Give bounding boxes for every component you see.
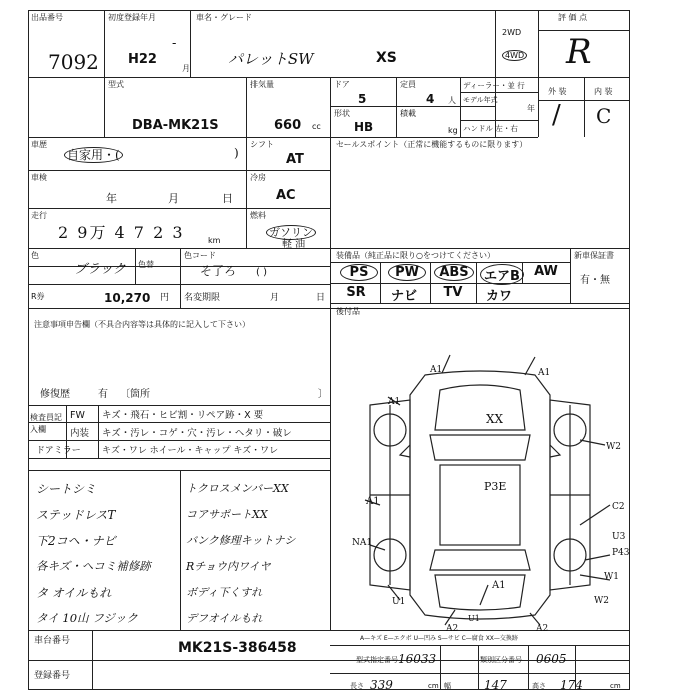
mark-u1-rear: U1: [468, 614, 480, 623]
overall-score: R: [566, 32, 592, 72]
color-code-value: そ了ろ: [200, 264, 237, 278]
mark-xx-hood: XX: [486, 412, 504, 426]
inspection-year-unit: 年: [106, 192, 117, 205]
chassis-number-label: 車台番号: [34, 636, 71, 646]
inspector-row-fw-body: キズ・飛石・ヒビ割・リペア跡・X 要: [102, 410, 264, 421]
equip-aw: AW: [534, 264, 558, 279]
equip-other: カワ: [485, 289, 512, 304]
interior-label: 内 装: [594, 87, 613, 96]
note-left-5: タ オイルもれ: [36, 586, 112, 600]
interior-score: C: [596, 104, 612, 128]
class-cert-value: 0605: [536, 652, 567, 666]
fuel-label: 燃料: [250, 211, 266, 220]
inspector-row-mirror-body: キズ・ワレ ホイール・キャップ キズ・ワレ: [102, 446, 279, 456]
equip-pw: PW: [388, 264, 426, 281]
equip-sr: SR: [346, 285, 366, 300]
inspector-row-mirror-head: ドアミラー: [36, 446, 81, 456]
registration-number-label: 登録番号: [34, 671, 71, 681]
equip-airbag: エアB: [480, 264, 524, 285]
lot-number: 7092: [48, 50, 99, 74]
dealer-label: ディーラー・並 行: [463, 81, 525, 90]
note-right-6: デフオイルもれ: [186, 612, 263, 625]
repair-part-label: 〔箇所: [120, 389, 150, 400]
note-right-3: バンク修理キットナシ: [186, 534, 296, 547]
mark-w1-right-rear: W1: [604, 572, 619, 582]
first-registration-value: H22: [128, 52, 157, 67]
shape-value: HB: [354, 120, 374, 134]
note-left-4: 各キズ・ヘコミ補修跡: [36, 559, 151, 573]
usage-close: ): [234, 146, 239, 160]
inspection-month-unit: 月: [168, 192, 179, 205]
drive-2wd: 2WD: [502, 28, 522, 37]
inspector-row-interior-body: キズ・汚レ・コゲ・穴・汚レ・ヘタリ・破レ: [102, 428, 292, 439]
mark-a1-left-door: A1: [366, 496, 380, 507]
ac-label: 冷房: [250, 173, 266, 182]
inspector-row-fw-head: FW: [70, 410, 85, 421]
note-right-1: トクロスメンバーXX: [186, 482, 289, 495]
mark-a1-front-left: A1: [430, 365, 443, 375]
type-value: DBA-MK21S: [132, 118, 219, 133]
mileage-unit: km: [208, 236, 221, 245]
equip-abs: ABS: [434, 264, 474, 281]
inspection-day-unit: 日: [222, 192, 233, 205]
inspector-row-interior-head: 内装: [70, 428, 90, 439]
ac-value: AC: [276, 188, 296, 203]
shift-value: AT: [286, 152, 304, 167]
note-left-6: タイ 10山 フジック: [36, 611, 138, 625]
displacement-label: 排気量: [250, 80, 274, 89]
model-cert-value: 16033: [398, 652, 437, 666]
mark-w2-right-rear: W2: [594, 596, 609, 606]
length-label: 長さ: [350, 682, 364, 690]
fuel-other-paren: ( ): [256, 267, 267, 278]
note-right-4: Rチョウ内ワイヤ: [186, 560, 271, 573]
note-left-2: ステッドレスT: [36, 508, 116, 522]
grade-value: XS: [376, 50, 397, 66]
length-unit: cm: [428, 682, 439, 690]
recycle-value: 10,270: [104, 291, 151, 305]
width-value: 147: [484, 678, 507, 692]
note-left-1: シートシミ: [36, 482, 97, 496]
damage-legend: A—キズ E—エクボ U—凹み S—サビ C—腐食 XX—交換跡: [360, 635, 518, 642]
model-year-unit: 年: [527, 104, 535, 113]
repair-history-label: 修復歴: [40, 389, 70, 400]
equipment-label: 装備品（純正品に限り○をつけてください）: [336, 251, 495, 260]
equip-ps: PS: [340, 264, 378, 281]
mark-c2-right: C2: [612, 502, 625, 512]
load-label: 積載: [400, 109, 416, 118]
height-value: 174: [560, 678, 583, 692]
notes-label: 注意事項申告欄（不具合内容等は具体的に記入して下さい）: [34, 320, 250, 329]
mark-u3-right: U3: [612, 532, 626, 542]
length-value: 339: [370, 678, 393, 692]
height-unit: cm: [610, 682, 621, 690]
class-cert-label: 類別区分番号: [480, 656, 522, 664]
mark-a2-rear-right: A2: [536, 624, 549, 634]
mark-u1-left-rear: U1: [392, 597, 406, 607]
load-unit: kg: [448, 126, 458, 135]
drive-4wd-circled: 4WD: [502, 50, 527, 61]
lot-number-label: 出品番号: [31, 13, 63, 22]
model-grade-label: 車名・グレード: [196, 13, 252, 22]
mark-p43-right: P43: [612, 548, 630, 558]
mark-a1-trunk: A1: [492, 580, 506, 591]
height-label: 高さ: [532, 682, 546, 690]
new-warranty-value: 有・無: [580, 275, 610, 286]
shift-label: シフト: [250, 140, 274, 149]
fuel-value: ガソリン: [266, 224, 316, 240]
fuel-alt: 軽 油: [282, 239, 306, 250]
type-label: 型式: [108, 80, 124, 89]
score-label: 評 価 点: [558, 13, 588, 22]
chassis-number-value: MK21S-386458: [178, 640, 297, 656]
car-damage-diagram: [330, 345, 630, 635]
first-registration-label: 初度登録年月: [108, 13, 156, 22]
note-left-3: 下2コヘ・ナビ: [36, 534, 116, 548]
recycle-label: R券: [31, 292, 45, 301]
model-year-label: モデル年式: [463, 96, 498, 104]
inspection-label: 車検: [31, 173, 47, 182]
capacity-value: 4: [426, 92, 435, 106]
capacity-unit: 人: [448, 96, 456, 105]
door-label: ドア: [334, 80, 350, 89]
equip-tv: TV: [443, 285, 463, 300]
repair-history-value: 有: [98, 389, 108, 400]
exterior-score: /: [552, 100, 561, 130]
model-name: パレットSW: [228, 50, 314, 68]
mark-p3e-roof: P3E: [484, 480, 507, 493]
repair-part-close: 〕: [318, 389, 328, 400]
note-right-2: コアサポートXX: [186, 508, 268, 521]
name-change-month-unit: 月: [270, 293, 280, 303]
note-right-5: ボディ下くすれ: [186, 586, 263, 599]
width-label: 幅: [444, 682, 451, 690]
new-warranty-label: 新車保証書: [574, 251, 614, 260]
selling-points-label: セールスポイント（正常に機能するものに限ります）: [336, 140, 528, 149]
mark-a2-rear-left: A2: [446, 624, 459, 634]
recycle-unit: 円: [160, 293, 170, 303]
usage-value: 自家用・(: [64, 146, 123, 163]
shape-label: 形状: [334, 109, 350, 118]
name-change-label: 名変期限: [184, 293, 221, 303]
mark-w2-right: W2: [606, 442, 621, 452]
model-cert-label: 型式指定番号: [356, 656, 398, 664]
displacement-unit: cc: [312, 122, 321, 131]
mileage-label: 走行: [31, 211, 47, 220]
color-code-label: 色コード: [184, 251, 216, 260]
name-change-day-unit: 日: [316, 293, 326, 303]
handle-label: ハンドル 左・右: [463, 124, 518, 133]
mark-a1-front-right: A1: [538, 368, 551, 378]
first-registration-month-unit: 月: [182, 64, 190, 73]
capacity-label: 定員: [400, 80, 416, 89]
color-value: ブラック: [74, 262, 126, 277]
door-value: 5: [358, 92, 367, 106]
aftermarket-label: 後付品: [336, 307, 360, 316]
usage-label: 車歴: [31, 140, 47, 149]
displacement-value: 660: [274, 118, 302, 133]
mark-na1-left: NA1: [352, 538, 373, 548]
mark-a1-left-fender: A1: [388, 397, 401, 407]
color-label: 色: [31, 251, 39, 260]
first-registration-dash: -: [172, 36, 177, 51]
inspector-label: 検査員記入欄: [30, 413, 62, 434]
mileage-value: 2 9万 4 7 2 3: [58, 223, 185, 242]
equip-navi: ナビ: [390, 289, 417, 304]
exterior-label: 外 装: [548, 87, 567, 96]
color-change-label: 色替: [138, 260, 154, 269]
